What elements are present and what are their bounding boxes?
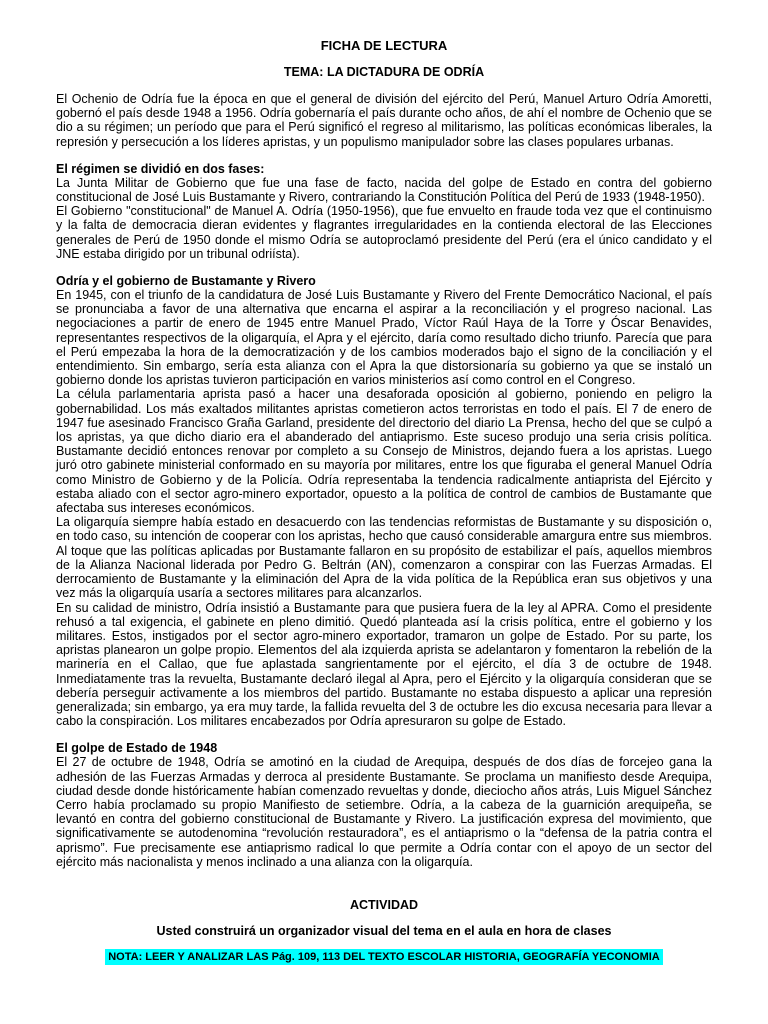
phases-heading: El régimen se dividió en dos fases: [56,161,265,176]
document-subtitle: TEMA: LA DICTADURA DE ODRÍA [283,65,485,79]
bustamante-paragraph-4: En su calidad de ministro, Odría insistió a Bustamante para que pusiera fuera de la ley al APRA. Como el presidente rehusó a tal exigencia, el gabinete en pleno dimitió. Quedó planteada así la crisis política, entre el gobierno y los militares. Estos, instigados por el sector agro-minero exportador, tramaron un golpe de Estado. Por su parte, los apristas planearon un golpe propio. Elementos del ala izquierda aprista se adelantaron y fomentaron la rebelión de la marinería en el Callao, que fue aplastada sangrientamente por el ejército, el día 3 de octubre de 1948. Inmediatamente tras la revuelta, Bustamante declaró ilegal al Apra, pero el Ejército y la oligarquía consideran que se debería perseguir activamente a los miembros del partido. Bustamante no estaba dispuesto a aplicar una represión generalizada; sin embargo, ya era muy tarde, la fallida revuelta del 3 de octubre les dio excusa necesaria para llevar a cabo la conspiración. Los militares encabezados por Odría apresuraron su golpe de Estado. [56,600,712,729]
activity-instruction: Usted construirá un organizador visual del tema en el aula en hora de clases [156,923,612,938]
document-title: FICHA DE LECTURA [320,38,448,53]
phases-paragraph-2: El Gobierno "constitucional" de Manuel A. Odría (1950-1956), que fue envuelto en fraude toda vez que el continuismo y la falta de democracia dieran evidentes y flagrantes irregularidades en la contienda electoral de las Elecciones generales de Perú de 1950 donde el mismo Odría se autoproclamó presidente del Perú (era el único candidato y el JNE estaba dirigido por un tribunal odriísta). [56,204,712,261]
coup-paragraph: El 27 de octubre de 1948, Odría se amotinó en la ciudad de Arequipa, después de dos días de forcejeo gana la adhesión de las Fuerzas Armadas y derroca al presidente Bustamante. Se proclama un manifiesto desde Arequipa, ciudad desde donde históricamente habían comenzado revueltas y donde, dieciocho años atrás, Luis Miguel Sánchez Cerro había proclamado su propio Manifiesto de setiembre. Odría, a la cabeza de la guarnición arequipeña, se levantó en contra del gobierno constitucional de Bustamante y Rivero. La justificación expresa del movimiento, que significativamente se autodenomina “revolución restauradora”, es el antiaprismo o la “defensa de la patria contra el aprismo”. Fue precisamente ese antiaprismo radical lo que permite a Odría contar con el apoyo de un sector del ejército más nacionalista y menos inclinado a una alianza con la oligarquía. [56,755,712,869]
bustamante-heading: Odría y el gobierno de Bustamante y Rivero [56,274,316,289]
phases-section [56,162,712,261]
intro-section [56,92,712,149]
note-container [56,947,712,965]
coup-heading: El golpe de Estado de 1948 [56,741,218,756]
bustamante-section [56,274,712,728]
bustamante-paragraph-1: En 1945, con el triunfo de la candidatura de José Luis Bustamante y Rivero del Frente Democrático Nacional, el país se pronunciaba a favor de una alternativa que encarna el aspirar a la reconciliación y el progreso nacional. Las negociaciones a partir de enero de 1945 entre Manuel Prado, Víctor Raúl Haya de la Torre y Óscar Benavides, representantes respectivos de la oligarquía, el Apra y el ejército, daría como resultado dicho triunfo. Parecía que para el Perú empezaba la hora de la democratización y de los cambios moderados bajo el signo de la conciliación y el entendimiento. Sin embargo, sería esta alianza con el Apra la que distorsionaría su gobierno ya que se instaló un gobierno donde los apristas tuvieron participación en varios ministerios así como control en el Congreso. [56,288,712,388]
reading-note: NOTA: LEER Y ANALIZAR LAS Pág. 109, 113 DEL TEXTO ESCOLAR HISTORIA, GEOGRAFÍA YECONOMIA [105,949,663,965]
bustamante-paragraph-3: La oligarquía siempre había estado en desacuerdo con las tendencias reformistas de Bustamante y su disposición o, en todo caso, su intención de cooperar con los apristas, hecho que causó considerable amargura entre sus miembros. Al toque que las políticas aplicadas por Bustamante fallaron en su propósito de estabilizar el país, aquellos miembros de la Alianza Nacional liderada por Pedro G. Beltrán (AN), comenzaron a conspirar con las Fuerzas Armadas. El derrocamiento de Bustamante y la eliminación del Apra de la vida política de la República eran sus objetivos y una vez más la oligarquía usaría a sectores militares para alcanzarlos. [56,515,712,601]
activity-title: ACTIVIDAD [349,897,419,912]
intro-paragraph: El Ochenio de Odría fue la época en que el general de división del ejército del Perú, Manuel Arturo Odría Amoretti, gobernó el país desde 1948 a 1956. Odría gobernaría el país durante ocho años, de ahí el nombre de Ochenio que se dio a su régimen; un período que para el Perú significó el regreso al militarismo, las políticas económicas liberales, la represión y persecución a los líderes apristas, y un populismo manipulador sobre las clases populares urbanas. [56,92,712,149]
phases-paragraph-1: La Junta Militar de Gobierno que fue una fase de facto, nacida del golpe de Estado en contra del gobierno constitucional de José Luis Bustamante y Rivero, contrariando la Constitución Política del Perú de 1933 (1948-1950). [56,175,712,205]
coup-section [56,741,712,869]
bustamante-paragraph-2: La célula parlamentaria aprista pasó a hacer una desaforada oposición al gobierno, poniendo en peligro la gobernabilidad. Los más exaltados militantes apristas cometieron actos terroristas en todo el país. El 7 de enero de 1947 fue asesinado Francisco Graña Garland, presidente del directorio del diario La Prensa, hecho del que se culpó a los apristas, ya que dicho diario era el abanderado del antiaprismo. Este suceso produjo una seria crisis política. Bustamante decidió entonces renovar por completo a su Consejo de Ministros, dejando fuera a los apristas. Luego juró otro gabinete ministerial conformado en su mayoría por militares, entre los que figuraba el general Manuel Odría como Ministro de Gobierno y de la Policía. Odría representaba la tendencia radicalmente antiaprista del Ejército y estaba aliado con el sector agro-minero exportador, opuesto a la política de control de cambios de Bustamante que afectaba sus intereses económicos. [56,387,712,516]
